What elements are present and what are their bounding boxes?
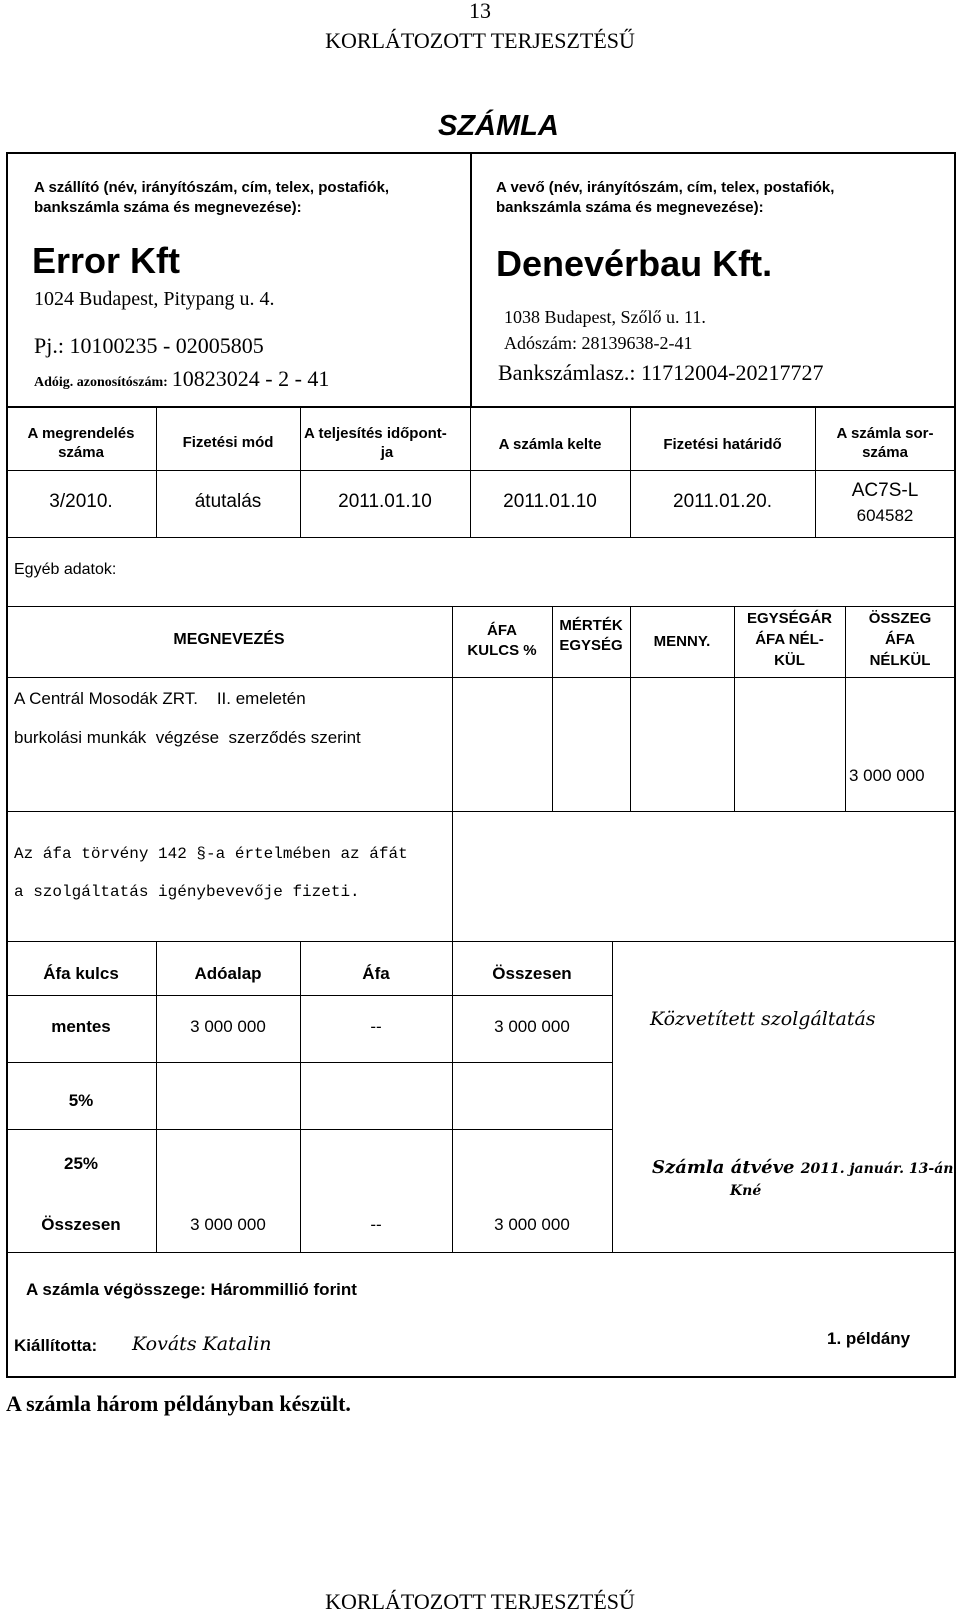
info-header-line (6, 470, 956, 471)
received-note-label: Számla átvéve (652, 1157, 795, 1178)
items-header-name: MEGNEVEZÉS (173, 631, 285, 648)
buyer-heading-line2: bankszámla száma és megnevezése): (496, 199, 764, 216)
buyer-name: Denevérbau Kft. (496, 243, 773, 284)
buyer-tax-number: Adószám: 28139638-2-41 (504, 333, 693, 353)
copies-note: A számla három példányban készült. (6, 1391, 351, 1416)
party-bottom-line (6, 406, 956, 408)
seller-heading-line1: A szállító (név, irányítószám, cím, telex, postafiók, (34, 179, 390, 196)
info-divider-4 (630, 406, 631, 538)
vat-note-line1: Az áfa törvény 142 §-a értelmében az áfát (14, 845, 408, 863)
info-header-order-l2: száma (58, 444, 104, 461)
summary-row-total-total: 3 000 000 (494, 1215, 570, 1234)
document-title: SZÁMLA (438, 110, 559, 142)
seller-tax-id-label: Adóig. azonosítószám: (34, 375, 168, 390)
summary-row2-line (6, 1129, 612, 1130)
mediated-service-note: Közvetített szolgáltatás (650, 1008, 876, 1030)
info-order-value: 3/2010. (49, 491, 113, 512)
buyer-bank-account: Bankszámlasz.: 11712004-20217727 (498, 360, 824, 385)
summary-row-total-vat: -- (370, 1215, 382, 1234)
summary-row-total-base: 3 000 000 (190, 1215, 266, 1234)
summary-row-mentes-vat: -- (370, 1017, 382, 1036)
summary-divider-3 (452, 941, 453, 1253)
copy-number: 1. példány (827, 1329, 911, 1348)
summary-row-25-rate: 25% (63, 1154, 99, 1173)
seller-account: Pj.: 10100235 - 02005805 (34, 333, 264, 358)
info-header-order (6, 424, 156, 462)
summary-row-5-rate: 5% (68, 1091, 94, 1110)
items-header-vat (452, 621, 552, 661)
received-note-signature: Kné (730, 1183, 762, 1199)
summary-bottom-line (6, 1252, 956, 1253)
summary-header-vat: Áfa (362, 964, 390, 983)
info-header-perform-l1: A teljesítés időpont- (304, 425, 447, 442)
items-header-total-l3: NÉLKÜL (869, 652, 931, 669)
info-due-value: 2011.01.20. (673, 491, 772, 512)
info-header-serial-l1: A számla sor- (836, 425, 934, 442)
info-header-issued: A számla kelte (498, 436, 602, 453)
info-header-payment: Fizetési mód (182, 434, 274, 451)
items-header-qty: MENNY. (653, 633, 711, 650)
info-serial-value (815, 478, 955, 528)
summary-divider-4 (612, 941, 613, 1253)
frame-bottom (6, 1376, 956, 1378)
summary-header-total: Összesen (492, 964, 572, 983)
info-header-perform (304, 424, 470, 462)
summary-header-rate: Áfa kulcs (43, 964, 119, 983)
info-perform-value: 2011.01.10 (338, 491, 432, 512)
summary-row-mentes-base: 3 000 000 (190, 1017, 266, 1036)
info-serial-value-l1: AC7S-L (851, 480, 919, 501)
summary-divider-2 (300, 941, 301, 1253)
other-data-label: Egyéb adatok: (14, 561, 117, 578)
grand-total: A számla végösszege: Hárommillió forint (26, 1280, 357, 1299)
summary-row-total-rate: Összesen (41, 1215, 121, 1234)
seller-heading-line2: bankszámla száma és megnevezése): (34, 199, 302, 216)
frame-top (6, 152, 956, 154)
summary-row1-line (6, 1062, 612, 1063)
info-divider-1 (156, 406, 157, 538)
item-amount: 3 000 000 (849, 766, 925, 785)
items-header-total-l2: ÁFA (885, 631, 915, 648)
party-divider (470, 152, 472, 408)
summary-header-line (6, 995, 612, 996)
info-header-due: Fizetési határidő (663, 436, 782, 453)
info-divider-2 (300, 406, 301, 538)
items-header-vat-l1: ÁFA (487, 622, 517, 639)
seller-name: Error Kft (32, 240, 181, 281)
items-header-total-l1: ÖSSZEG (868, 610, 932, 627)
info-divider-3 (470, 406, 471, 538)
summary-divider-1 (156, 941, 157, 1253)
info-header-perform-l2: ja (380, 444, 394, 461)
items-header-price-l1: EGYSÉGÁR (746, 610, 833, 627)
info-payment-value: átutalás (194, 491, 262, 512)
seller-address: 1024 Budapest, Pitypang u. 4. (34, 288, 275, 310)
items-header-vat-l2: KULCS % (467, 642, 537, 659)
info-header-serial-l2: száma (862, 444, 908, 461)
items-header-line (6, 677, 956, 678)
summary-row-mentes-rate: mentes (51, 1017, 111, 1036)
seller-tax-id-value: 10823024 - 2 - 41 (171, 366, 330, 391)
items-header-unit (552, 616, 630, 656)
info-serial-value-l2: 604582 (856, 506, 914, 525)
frame-left (6, 152, 8, 1378)
item-description-line1: A Centrál Mosodák ZRT. II. emeletén (14, 689, 306, 708)
classification-bottom: KORLÁTOZOTT TERJESZTÉSŰ (325, 1589, 635, 1614)
info-header-order-l1: A megrendelés (27, 425, 135, 442)
items-header-unit-l1: MÉRTÉK (559, 617, 623, 634)
items-header-price (734, 608, 845, 671)
received-note-line1 (652, 1157, 953, 1178)
items-header-price-l2: ÁFA NÉL- (755, 631, 824, 648)
seller-heading (34, 178, 389, 218)
items-header-price-l3: KÜL (774, 652, 805, 669)
notes-bottom-line (6, 941, 956, 942)
info-issued-value: 2011.01.10 (503, 491, 597, 512)
items-header-unit-l2: EGYSÉG (559, 637, 623, 654)
info-bottom-line (6, 537, 956, 538)
frame-right (954, 152, 956, 1378)
received-note-date: 2011. január. 13-án (800, 1161, 954, 1177)
items-top-line (6, 606, 956, 607)
buyer-heading (496, 178, 834, 218)
info-header-serial (815, 424, 955, 462)
buyer-heading-line1: A vevő (név, irányítószám, cím, telex, postafiók, (496, 179, 835, 196)
seller-tax-id (34, 366, 329, 392)
items-body-bottom-line (6, 811, 956, 812)
summary-header-base: Adóalap (194, 964, 262, 983)
vat-note-line2: a szolgáltatás igénybevevője fizeti. (14, 883, 360, 901)
classification-top: KORLÁTOZOTT TERJESZTÉSŰ (325, 28, 635, 53)
item-description-line2: burkolási munkák végzése szerződés szerint (14, 728, 361, 747)
issued-by-label: Kiállította: (14, 1336, 98, 1355)
summary-row-mentes-total: 3 000 000 (494, 1017, 570, 1036)
issued-by-name: Kováts Katalin (132, 1333, 272, 1355)
page-number: 13 (469, 0, 491, 23)
items-header-total (845, 608, 955, 671)
buyer-address: 1038 Budapest, Szőlő u. 11. (504, 307, 706, 327)
